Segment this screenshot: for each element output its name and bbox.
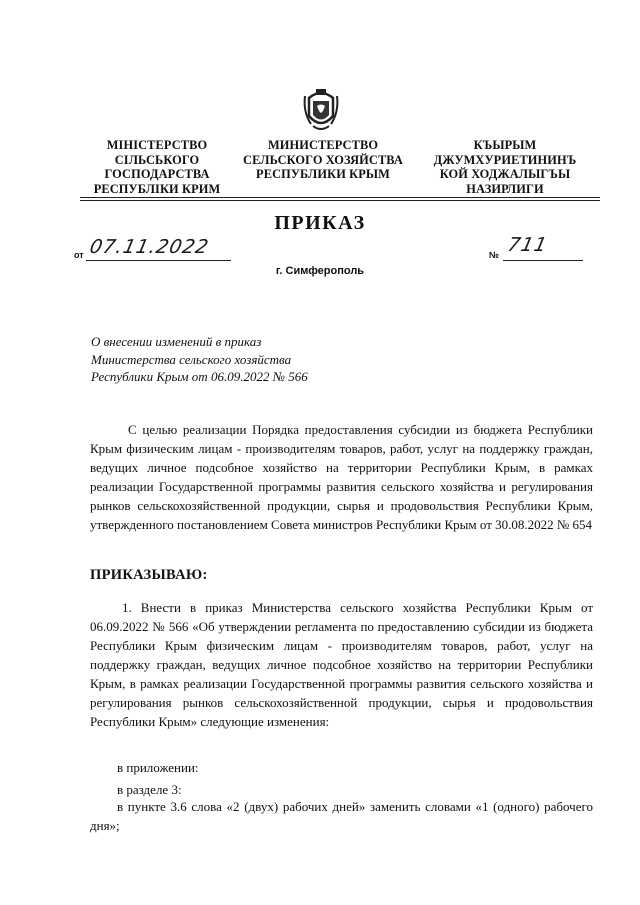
date-underline — [86, 260, 231, 261]
header-left-line: ГОСПОДАРСТВА — [104, 167, 210, 182]
change-paragraph: в пункте 3.6 слова «2 (двух) рабочих дней» заменить словами «1 (одного) рабочего дня»; — [90, 799, 593, 833]
section-line: в разделе 3: — [117, 782, 182, 797]
number-label: № — [489, 250, 500, 260]
order-subject — [91, 333, 308, 386]
handwritten-date: 07.11.2022 — [87, 236, 212, 258]
preamble-paragraph: С целью реализации Порядка предоставления субсидии из бюджета Республики Крым физическим лицам - производителям товаров, работ, услуг на поддержку граждан, ведущих личное подсобное хозяйство на территории Республики Крым, в рамках реализации Государственной программы развития сельского хозяйства и регулирования рынков сельскохозяйственной продукции, сырья и продовольствия Республики Крым, утвержденного постановлением Совета министров Республики Крым от 30.08.2022 № 654 — [90, 422, 593, 532]
header-divider — [80, 197, 600, 198]
header-middle-line: РЕСПУБЛИКИ КРЫМ — [256, 167, 390, 182]
header-middle-line: МИНИСТЕРСТВО — [267, 138, 379, 152]
header-russian — [238, 138, 408, 182]
document-title: ПРИКАЗ — [274, 212, 366, 234]
city: г. Симферополь — [275, 265, 365, 277]
coat-of-arms-emblem — [299, 86, 343, 132]
subject-line: О внесении изменений в приказ — [91, 334, 262, 349]
date-label: от — [74, 250, 84, 260]
header-right-line: КЪЫРЫМ — [473, 138, 537, 152]
header-divider — [80, 200, 600, 201]
handwritten-number: 711 — [505, 234, 550, 256]
header-right-line: НАЗИРЛИГИ — [466, 181, 544, 196]
subject-line: Республики Крым от 06.09.2022 № 566 — [91, 369, 308, 384]
header-right-line: КОЙ ХОДЖАЛЫГЪЫ — [439, 167, 571, 182]
header-right-line: ДЖУМХУРИЕТИНИНЪ — [433, 152, 577, 167]
header-left-line: РЕСПУБЛІКИ КРИМ — [93, 181, 221, 196]
number-underline — [503, 260, 583, 261]
header-crimean-tatar — [420, 138, 590, 196]
header-left-line: МІНІСТЕРСТВО — [106, 138, 208, 152]
header-middle-line: СЕЛЬСКОГО ХОЗЯЙСТВА — [243, 152, 403, 167]
header-left-line: СІЛЬСЬКОГО — [114, 152, 200, 167]
item-1-paragraph: 1. Внести в приказ Министерства сельского хозяйства Республики Крым от 06.09.2022 № 566 «Об утверждении регламента по предоставлению субсидии из бюджета Республики Крым физическим лицам - производителям товаров, работ, услуг на поддержку граждан, ведущих личное подсобное хозяйство на территории Республики Крым, в рамках реализации Государственной программы развития сельского хозяйства и регулирования рынков сельскохозяйственной продукции, сырья и продовольствия Республики Крым» следующие изменения: — [90, 600, 593, 729]
header-ukrainian — [82, 138, 232, 196]
subject-line: Министерства сельского хозяйства — [91, 351, 292, 367]
order-heading: ПРИКАЗЫВАЮ: — [90, 567, 208, 583]
appendix-line: в приложении: — [117, 760, 199, 775]
